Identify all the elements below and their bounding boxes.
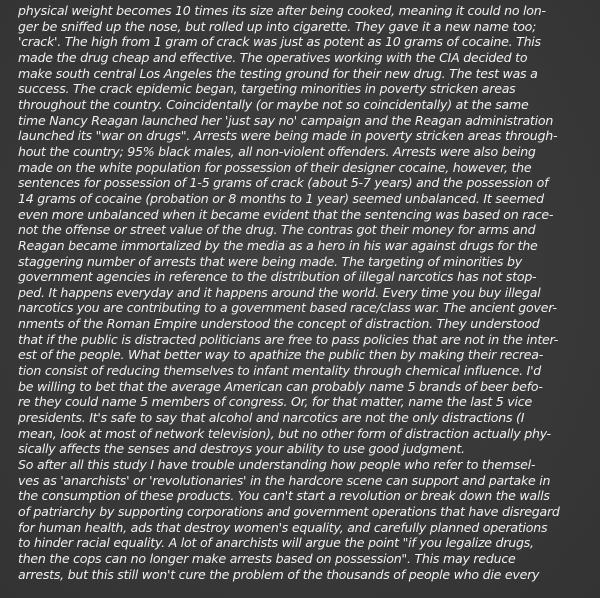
text-line: made on the white population for possession of their designer cocaine, however, the (18, 159, 532, 175)
text-line: ped. It happens everyday and it happens around the world. Every time you buy illegal (18, 284, 541, 300)
text-line: staggering number of arrests that were being made. The targeting of minorities by (18, 253, 522, 269)
text-line: the consumption of these products. You can't start a revolution or break down the walls (18, 488, 550, 504)
text-line: ger be sniffed up the nose, but rolled up into cigarette. They gave it a new name too; (18, 18, 537, 34)
text-line: not the offense or street value of the drug. The contras got their money for arms and (18, 222, 536, 238)
body-text (18, 3, 588, 582)
text-line: that if the public is distracted politicians are free to pass policies that are not in the inter- (18, 331, 559, 347)
text-line: re they could name 5 members of congress. Or, for that matter, name the last 5 vice (18, 394, 532, 410)
text-line: success. The crack epidemic began, targeting minorities in poverty stricken areas (18, 81, 516, 97)
text-line: presidents. It's safe to say that alcohol and narcotics are not the only distractions (I (18, 410, 525, 426)
text-line: made the drug cheap and effective. The operatives working with the CIA decided to (18, 49, 528, 65)
text-line: nments of the Roman Empire understood the concept of distraction. They understood (18, 316, 540, 332)
text-line: time Nancy Reagan launched her 'just say no' campaign and the Reagan administration (18, 112, 554, 128)
text-line: then the cops can no longer make arrests based on possession". This may reduce (18, 550, 516, 566)
text-line: narcotics you are contributing to a government based race/class war. The ancient gover- (18, 300, 557, 316)
text-line: ves as 'anarchists' or 'revolutionaries' in the hardcore scene can support and partake in (18, 472, 551, 488)
text-line: throughout the country. Coincidentally (or maybe not so coincidentally) at the same (18, 96, 529, 112)
text-line: So after all this study I have trouble understanding how people who refer to themsel- (18, 457, 536, 473)
text-line: hout the country; 95% black males, all non-violent offenders. Arrests were also being (18, 143, 536, 159)
text-line: for human health, ads that destroy women's equality, and carefully planned operations (18, 519, 548, 535)
text-line: sically affects the senses and destroys your ability to use good judgment. (18, 441, 465, 457)
text-line: even more unbalanced when it became evident that the sentencing was based on race- (18, 206, 554, 222)
text-line: physical weight becomes 10 times its size after being cooked, meaning it could no lon- (18, 3, 546, 18)
text-line: mean, look at most of network television), but no other form of distraction actually phy- (18, 425, 551, 441)
text-line: est of the people. What better way to apathize the public then by making their recrea- (18, 347, 544, 363)
text-line: of patriarchy by supporting corporations and government operations that have disregard (18, 504, 560, 519)
text-line: be willing to bet that the average American can probably name 5 brands of beer befo- (18, 378, 543, 394)
text-line: sentences for possession of 1-5 grams of crack (about 5-7 years) and the possession of (18, 175, 549, 191)
text-line: 'crack'. The high from 1 gram of crack was just as potent as 10 grams of cocaine. This (18, 34, 541, 50)
text-line: launched its "war on drugs". Arrests were being made in poverty stricken areas through- (18, 128, 558, 144)
text-line: Reagan became immortalized by the media as a hero in his war against drugs for the (18, 237, 538, 253)
text-line: tion consist of reducing themselves to infant mentality through chemical influence. I'd (18, 363, 542, 379)
text-line: to hinder racial equality. A lot of anarchists will argue the point "if you legalize drugs, (18, 535, 534, 551)
text-line: make south central Los Angeles the testing ground for their new drug. The test was a (18, 65, 538, 81)
text-line: government agencies in reference to the distribution of illegal narcotics has not stop- (18, 269, 537, 285)
text-line: 14 grams of cocaine (probation or 8 months to 1 year) seemed unbalanced. It seemed (18, 190, 544, 206)
text-line: arrests, but this still won't cure the problem of the thousands of people who die every (18, 566, 540, 582)
